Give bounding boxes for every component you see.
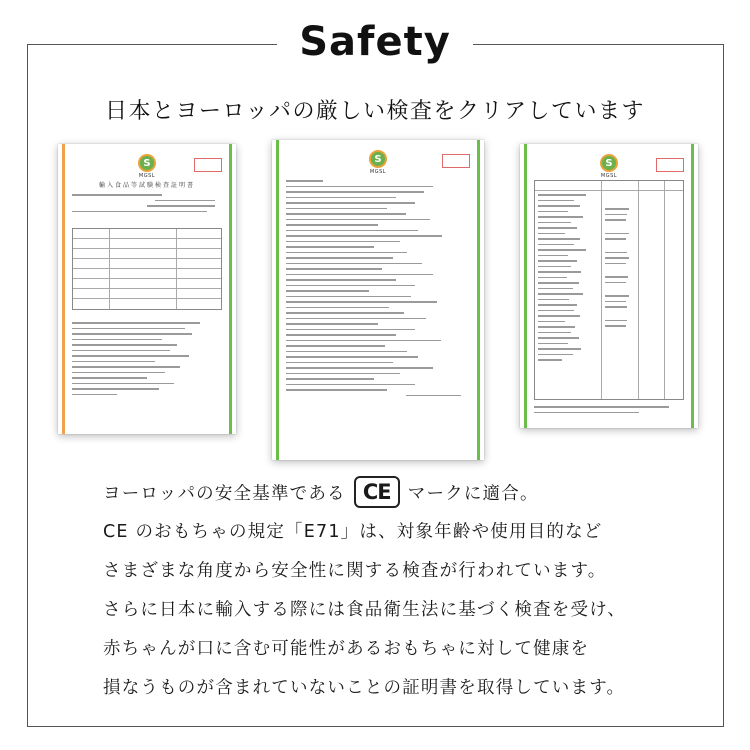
document-text-lines <box>534 406 684 417</box>
certificate-document-2 <box>272 140 484 460</box>
ce-mark-icon: CE <box>354 476 400 508</box>
document-stripe-right <box>477 140 480 460</box>
description-line-1: ヨーロッパの安全基準である CE マークに適合。 <box>103 478 539 510</box>
document-text-lines <box>72 322 222 399</box>
certificate-document-3 <box>520 144 698 428</box>
mgsl-logo-icon: S MGSL <box>598 154 620 179</box>
document-stripe-right <box>691 144 694 428</box>
description-line-3: さまざまな角度から安全性に関する検査が行われています。 <box>103 561 607 581</box>
mgsl-logo-icon: S MGSL <box>367 150 389 175</box>
mgsl-logo-icon: S MGSL <box>136 154 158 179</box>
page-title: Safety <box>277 14 473 70</box>
document-text-lines <box>72 194 222 216</box>
certificate-document-1 <box>58 144 236 434</box>
page-subtitle: 日本とヨーロッパの厳しい検査をクリアしています <box>104 99 646 124</box>
description-line-5: 赤ちゃんが口に含む可能性があるおもちゃに対して健康を <box>103 639 590 659</box>
document-table <box>72 228 222 310</box>
document-stamp <box>656 158 684 172</box>
document-table <box>534 180 684 400</box>
document-heading: 輸入食品等試験検査証明書 <box>98 182 195 189</box>
document-stripe-left <box>276 140 279 460</box>
document-stamp <box>442 154 470 168</box>
title-wrapper <box>0 14 750 70</box>
certificate-documents <box>0 140 750 470</box>
document-stripe-left <box>524 144 527 428</box>
description-line-2: CE のおもちゃの規定「E71」は、対象年齢や使用目的など <box>103 522 603 542</box>
document-text-lines <box>286 180 470 400</box>
description-line-4: さらに日本に輸入する際には食品衛生法に基づく検査を受け、 <box>103 600 626 620</box>
document-stamp <box>194 158 222 172</box>
description-line-6: 損なうものが含まれていないことの証明書を取得しています。 <box>103 678 626 698</box>
